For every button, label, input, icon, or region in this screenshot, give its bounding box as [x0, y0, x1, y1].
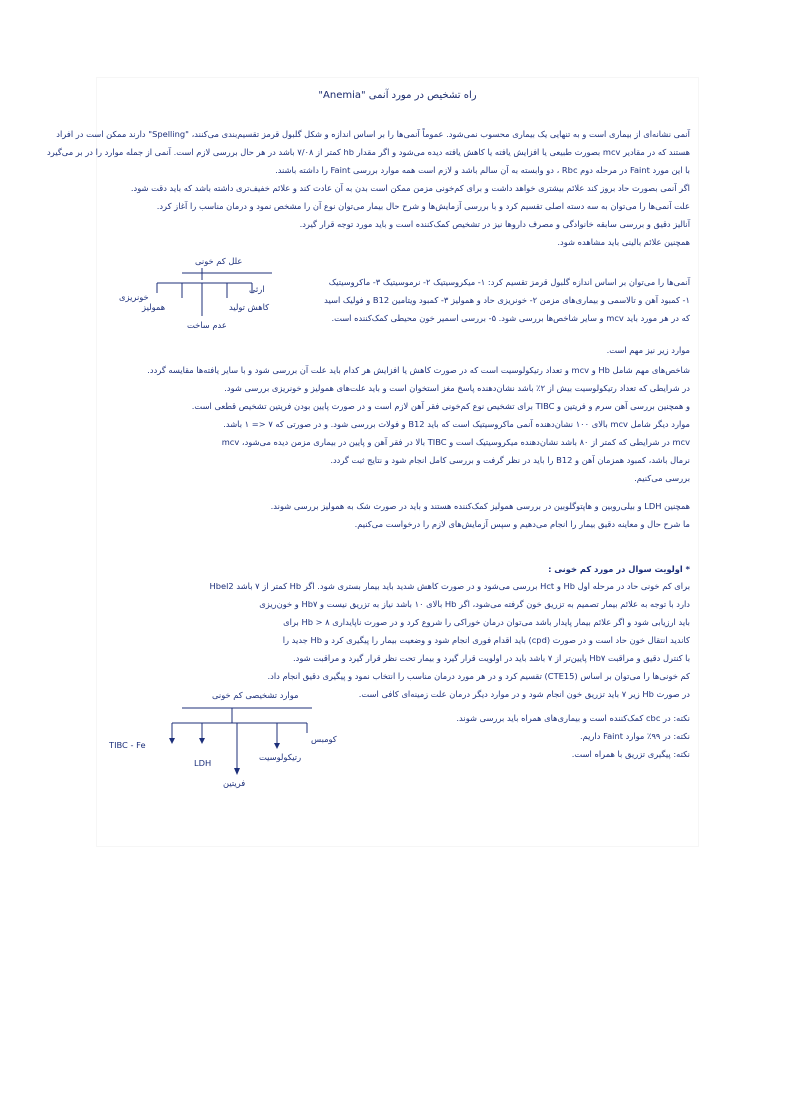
text-line: علت آنمی‌ها را می‌توان به سه دسته اصلی تقسیم کرد و با بررسی آزمایش‌ها و شرح حال بیمار می‌توان نوع آن را مشخص نمود و درمان مناسب را آغاز کرد. — [156, 201, 690, 211]
diagram1-branch: خونریزی — [119, 292, 149, 302]
page-title: راه تشخیص در مورد آنمی "Anemia" — [318, 90, 477, 101]
text-line: در شرایطی که تعداد رتیکولوسیت بیش از ۲٪ باشد نشان‌دهنده پاسخ مغز استخوان است و باید علت‌های همولیز و خونریزی بررسی شود. — [224, 383, 690, 393]
diagram2-branch: TIBC - Fe — [109, 740, 146, 750]
text-line: با این مورد Faint در مرحله دوم Rbc ، دو وابسته به آن سالم باشد و لازم است همه موارد بررسی Faint را داشته باشند. — [275, 165, 690, 175]
text-line: آنالیز دقیق و بررسی سابقه خانوادگی و مصرف داروها نیز در تشخیص کمک‌کننده است و باید مورد توجه قرار گیرد. — [299, 219, 690, 229]
diagram1-branch: ارثی — [249, 284, 265, 294]
text-line: هستند که در مقادیر mcv بصورت طبیعی یا افزایش یافته یا کاهش یافته دیده می‌شود و اگر مقدار hb کمتر از ۷/۰۸ باشد در هر حال بررسی لازم است. آنمی از جمله موارد را در بر می‌گیرد — [47, 147, 690, 157]
note-line: نکته: در cbc کمک‌کننده است و بیماری‌های همراه باید بررسی شوند. — [456, 713, 690, 723]
text-line: نرمال باشد، کمبود همزمان آهن و B12 را باید در نظر گرفت و بررسی کامل انجام شود و نتایج ثبت گردد. — [330, 455, 690, 465]
text-line: و همچنین بررسی آهن سرم و فریتین و TIBC برای تشخیص نوع کم‌خونی فقر آهن لازم است و در صورت پایین بودن فریتین تشخیص قطعی است. — [191, 401, 690, 411]
diagram2-root: موارد تشخیصی کم خونی — [212, 690, 299, 700]
text-line: کم خونی‌ها را می‌توان بر اساس (CTE15) تقسیم کرد و در هر مورد درمان مناسب را انتخاب نمود و پیگیری دقیق انجام داد. — [267, 671, 690, 681]
text-line: اگر آنمی بصورت حاد بروز کند علائم بیشتری خواهد داشت و برای کم‌خونی مزمن ممکن است بدن به آن عادت کند و علائم خفیف‌تری داشته باشد که باید دقت شود. — [130, 183, 690, 193]
diagram2-branch: رتیکولوسیت — [259, 752, 302, 762]
text-line: ما شرح حال و معاینه دقیق بیمار را انجام می‌دهیم و سپس آزمایش‌های لازم را درخواست می‌کنیم. — [354, 519, 690, 529]
text-line: موارد دیگر شامل mcv بالای ۱۰۰ نشان‌دهنده آنمی ماکروسیتیک است که باید B12 و فولات بررسی شود. و در صورتی که ۷ <= ۱ باشد. — [223, 419, 690, 429]
diagram1-root: علل کم خونی — [195, 256, 243, 266]
text-line: موارد زیر نیز مهم است. — [606, 345, 690, 355]
text-line: همچنین LDH و بیلی‌روبین و هاپتوگلوبین در بررسی همولیز کمک‌کننده هستند و باید در صورت شک به همولیز بررسی شوند. — [270, 501, 690, 511]
text-line: همچنین علائم بالینی باید مشاهده شود. — [557, 237, 690, 247]
section-heading: * اولویت سوال در مورد کم خونی : — [548, 564, 690, 574]
text-line: بررسی می‌کنیم. — [634, 473, 690, 483]
note-line: نکته: در ۹۹٪ موارد Faint داریم. — [579, 731, 690, 741]
diagram1-branch: همولیز — [142, 302, 166, 312]
text-line: با کنترل دقیق و مراقبت Hb۷ پایین‌تر از ۷ باشد باید در اولویت قرار گیرد و بیمار تحت نظر قرار گیرد و مراقبت شود. — [293, 653, 690, 663]
diagram1-branch: کاهش تولید — [229, 302, 270, 312]
text-line: کاندید انتقال خون حاد است و در صورت (cpd) باید اقدام فوری انجام شود و وضعیت بیمار را پیگیری کرد و Hb جدید را — [282, 635, 690, 645]
diagram-tests — [47, 78, 698, 846]
text-line: ۱- کمبود آهن و تالاسمی و بیماری‌های مزمن ۲- خونریزی حاد و همولیز ۳- کمبود ویتامین B12 و فولیک اسید — [324, 295, 690, 305]
diagram2-branch: فریتین — [223, 778, 246, 788]
diagram2-branch: LDH — [194, 758, 212, 768]
text-line: در صورت Hb زیر ۷ باید تزریق خون انجام شود و در موارد دیگر درمان علت زمینه‌ای کافی است. — [358, 689, 690, 699]
text-line: mcv در شرایطی که کمتر از ۸۰ باشد نشان‌دهنده میکروسیتیک است و TIBC بالا در فقر آهن و پایین در بیماری مزمن دیده می‌شود، mcv — [221, 437, 690, 447]
text-line: شاخص‌های مهم شامل Hb و mcv و تعداد رتیکولوسیت است که در صورت کاهش یا افزایش هر کدام باید علت آن بررسی شود و با سایر یافته‌ها مقایسه گردد. — [147, 365, 690, 375]
text-line: آنمی‌ها را می‌توان بر اساس اندازه گلبول قرمز تقسیم کرد: ۱- میکروسیتیک ۲- نرموسیتیک ۳- ماکروسیتیک — [328, 277, 690, 287]
text-line: برای کم خونی حاد در مرحله اول Hb و Hct بررسی می‌شود و در صورت کاهش شدید باید بیمار بستری شود. اگر Hb کمتر از ۷ باشد Hbel2 — [209, 581, 690, 591]
diagram2-branch: کومبس — [311, 734, 337, 744]
text-line: باید ارزیابی شود و اگر علائم بیمار پایدار باشد می‌توان درمان خوراکی را شروع کرد و در صورت ناپایداری Hb > ۸ برای — [283, 617, 690, 627]
diagram1-branch: عدم ساخت — [187, 320, 227, 330]
text-line: که در هر مورد باید mcv و سایر شاخص‌ها بررسی شود. ۵- بررسی اسمیر خون محیطی کمک‌کننده است. — [331, 313, 690, 323]
handwritten-page — [47, 78, 698, 846]
note-line: نکته: پیگیری تزریق با همراه است. — [571, 749, 690, 759]
text-line: آنمی نشانه‌ای از بیماری است و به تنهایی یک بیماری محسوب نمی‌شود. عموماً آنمی‌ها را بر اساس اندازه و شکل گلبول قرمز تقسیم‌بندی می‌کنند، "Spelling" دارند ممکن است در افراد — [56, 129, 690, 139]
text-line: دارد با توجه به علائم بیمار تصمیم به تزریق خون گرفته می‌شود، اگر Hb بالای ۱۰ باشد نیاز به تزریق نیست و Hb۷ و خون‌ریزی — [259, 599, 690, 609]
